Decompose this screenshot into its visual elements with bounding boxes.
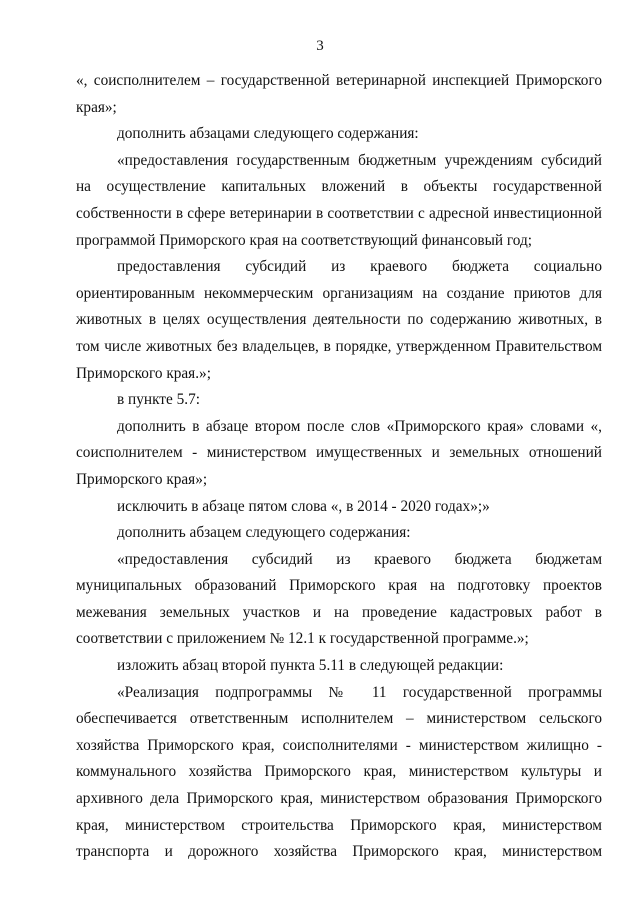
paragraph-8: дополнить абзацем следующего содержания:	[117, 524, 411, 542]
paragraph-9: «предоставления субсидий из краевого бюджета бюджетам муниципальных образований Приморского края на подготовку проектов межевания земельных участков и на проведение кадастровых работ в соответствии с приложением № 12.1 к государственной программе.»;	[76, 550, 602, 648]
paragraph-10: изложить абзац второй пункта 5.11 в следующей редакции:	[117, 657, 504, 675]
paragraph-7: исключить в абзаце пятом слова «, в 2014 - 2020 годах»;»	[117, 497, 490, 515]
document-body	[76, 68, 602, 866]
paragraph-11: «Реализация подпрограммы № 11 государственной программы обеспечивается ответственным исполнителем – министерством сельского хозяйства Приморского края, соисполнителями - министерством жилищно - коммунального хозяйства Приморского края, министерством культуры и архивного дела Приморского края, министерством образования Приморского края, министерством строительства Приморского края, министерством транспорта и дорожного хозяйства Приморского края, министерством	[76, 683, 602, 861]
paragraph-3: «предоставления государственным бюджетным учреждениям субсидий на осуществление капитальных вложений в объекты государственной собственности в сфере ветеринарии в соответствии с адресной инвестиционной программой Приморского края на соответствующий финансовый год;	[76, 151, 602, 249]
paragraph-1: «, соисполнителем – государственной ветеринарной инспекцией Приморского края»;	[76, 72, 602, 116]
paragraph-4: предоставления субсидий из краевого бюджета социально ориентированным некоммерческим организациям на создание приютов для животных в целях осуществления деятельности по содержанию животных, в том числе животных без владельцев, в порядке, утвержденном Правительством Приморского края.»;	[76, 258, 602, 382]
page-number: 3	[316, 38, 324, 54]
paragraph-5: в пункте 5.7:	[117, 391, 200, 409]
paragraph-2: дополнить абзацами следующего содержания:	[117, 125, 419, 143]
paragraph-6: дополнить в абзаце втором после слов «Приморского края» словами «, соисполнителем - министерством имущественных и земельных отношений Приморского края»;	[76, 417, 602, 488]
